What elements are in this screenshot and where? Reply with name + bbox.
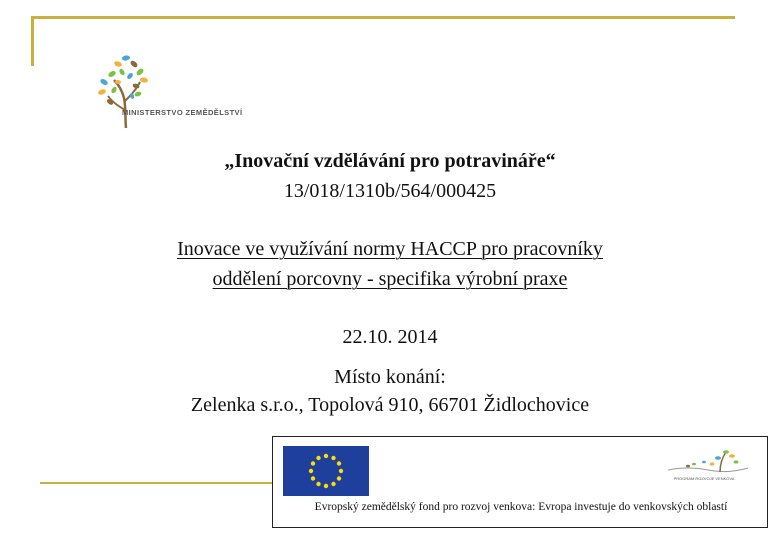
eu-funding-banner — [272, 436, 768, 528]
topic-title-line-1: Inovace ve využívání normy HACCP pro pracovníky — [177, 238, 603, 260]
topic-title-line-2: oddělení porcovny - specifika výrobní praxe — [212, 268, 568, 290]
eu-fund-caption: Evropský zemědělský fond pro rozvoj venkova: Evropa investuje do venkovských oblastí — [314, 501, 728, 513]
program-logo-text: PROGRAM ROZVOJE VENKOVA — [673, 476, 735, 481]
ministry-logo-text: MINISTERSTVO ZEMĚDĚLSTVÍ — [122, 108, 243, 117]
program-logo — [648, 446, 760, 484]
frame-left-line — [31, 16, 34, 66]
tree-icon — [88, 50, 168, 130]
venue-address: Zelenka s.r.o., Topolová 910, 66701 Židlochovice — [190, 394, 590, 416]
venue-label: Místo konání: — [334, 366, 446, 388]
project-title: „Inovační vzdělávání pro potravináře“ — [224, 150, 556, 172]
ministry-logo — [88, 50, 288, 130]
frame-top-line — [31, 16, 735, 19]
eu-flag-icon — [283, 446, 369, 496]
program-logo-icon — [648, 446, 760, 476]
event-date: 22.10. 2014 — [342, 326, 438, 348]
project-code: 13/018/1310b/564/000425 — [283, 180, 497, 202]
frame-bottom-line — [40, 482, 272, 484]
